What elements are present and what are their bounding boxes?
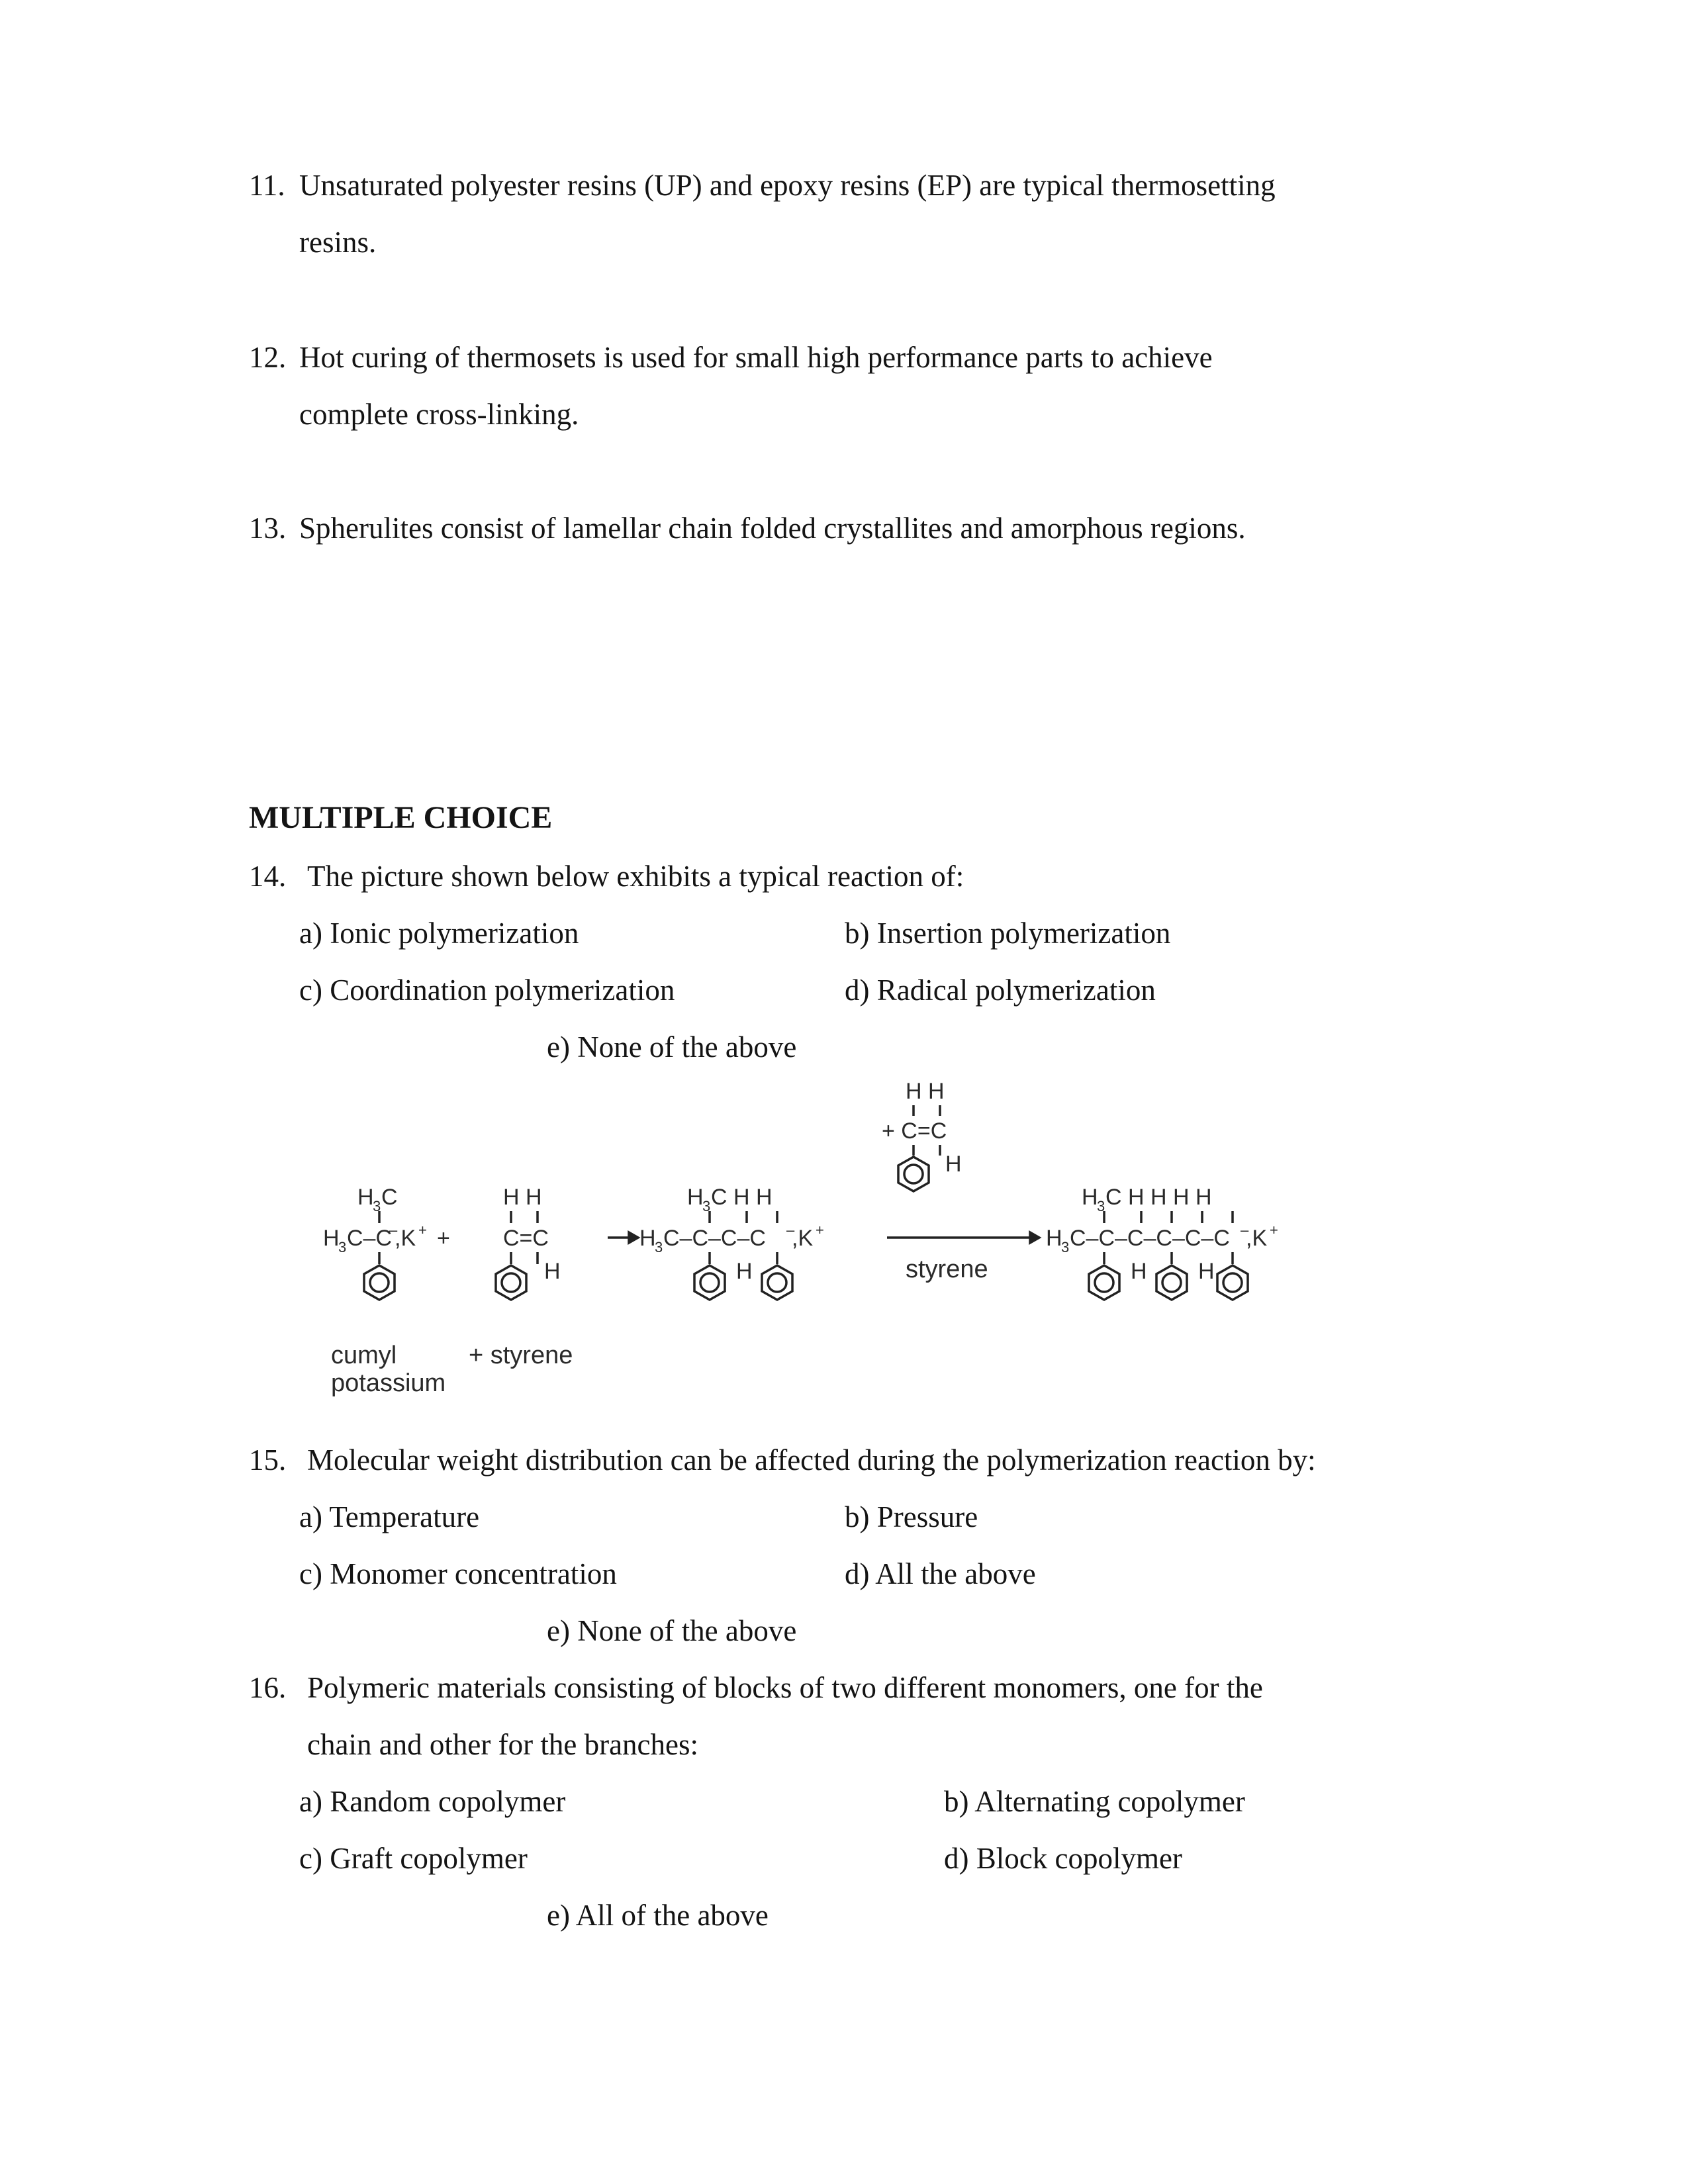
question-16-line-1: Polymeric materials consisting of blocks of two different monomers, one for the xyxy=(307,1671,1263,1704)
label-styrene-arrow: styrene xyxy=(906,1255,988,1283)
q15-option-c: c) Monomer concentration xyxy=(299,1557,617,1590)
svg-text:C=C: C=C xyxy=(503,1226,549,1251)
q16-option-b: b) Alternating copolymer xyxy=(944,1785,1245,1818)
statement-11-number: 11. xyxy=(249,169,285,202)
styrene-monomer xyxy=(496,1185,561,1300)
svg-text:H: H xyxy=(736,1259,753,1284)
question-14-text: The picture shown below exhibits a typical reaction of: xyxy=(307,860,964,893)
statement-13-line-1: Spherulites consist of lamellar chain folded crystallites and amorphous regions. xyxy=(299,512,1246,545)
svg-text:H: H xyxy=(639,1226,656,1251)
svg-text:+: + xyxy=(1270,1222,1278,1238)
q15-option-d: d) All the above xyxy=(845,1557,1036,1590)
statement-12-line-2: complete cross-linking. xyxy=(299,398,579,431)
question-15-number: 15. xyxy=(249,1443,287,1477)
svg-text:–: – xyxy=(786,1222,795,1238)
svg-text:H: H xyxy=(687,1185,704,1210)
q14-option-b: b) Insertion polymerization xyxy=(845,917,1171,950)
svg-text:C–C–C–C: C–C–C–C xyxy=(663,1226,766,1251)
svg-text:H: H xyxy=(1131,1259,1147,1284)
q14-option-c: c) Coordination polymerization xyxy=(299,974,675,1007)
q16-option-e: e) All of the above xyxy=(547,1899,769,1932)
svg-text:H: H xyxy=(945,1152,962,1177)
svg-text:3: 3 xyxy=(373,1198,381,1214)
svg-text:+: + xyxy=(418,1222,427,1238)
q15-option-e: e) None of the above xyxy=(547,1614,797,1647)
added-styrene xyxy=(882,1079,962,1191)
q16-option-c: c) Graft copolymer xyxy=(299,1842,528,1875)
svg-text:H: H xyxy=(1046,1226,1062,1251)
question-14-number: 14. xyxy=(249,860,287,893)
q14-option-e: e) None of the above xyxy=(547,1030,797,1064)
svg-text:H H: H H xyxy=(906,1079,945,1104)
svg-text:H: H xyxy=(357,1185,374,1210)
q16-option-d: d) Block copolymer xyxy=(944,1842,1182,1875)
svg-text:3: 3 xyxy=(702,1198,711,1214)
svg-text:3: 3 xyxy=(1061,1239,1070,1255)
svg-text:,K: ,K xyxy=(395,1226,416,1251)
statement-13-number: 13. xyxy=(249,512,287,545)
reaction-arrow-1-head xyxy=(629,1232,638,1243)
svg-text:C–C: C–C xyxy=(347,1226,393,1251)
reaction-arrow-2-head xyxy=(1030,1232,1039,1243)
svg-text:H: H xyxy=(323,1226,340,1251)
svg-text:C–C–C–C–C–C: C–C–C–C–C–C xyxy=(1070,1226,1230,1251)
q16-option-a: a) Random copolymer xyxy=(299,1785,566,1818)
section-heading: MULTIPLE CHOICE xyxy=(249,800,553,835)
question-16-line-2: chain and other for the branches: xyxy=(307,1728,698,1761)
svg-text:–: – xyxy=(1241,1222,1249,1238)
svg-text:H: H xyxy=(1082,1185,1098,1210)
svg-text:H: H xyxy=(1198,1259,1215,1284)
question-15-text: Molecular weight distribution can be affected during the polymerization reaction by: xyxy=(307,1443,1316,1477)
statement-12-number: 12. xyxy=(249,341,287,374)
q15-option-b: b) Pressure xyxy=(845,1500,978,1533)
svg-text:3: 3 xyxy=(1097,1198,1105,1214)
svg-text:C H H: C H H xyxy=(711,1185,773,1210)
label-plus-styrene: + styrene xyxy=(469,1342,573,1369)
dimer-anion xyxy=(639,1185,824,1300)
svg-text:,K: ,K xyxy=(792,1226,814,1251)
svg-text:,K: ,K xyxy=(1246,1226,1268,1251)
label-cumyl: cumyl xyxy=(331,1342,397,1369)
svg-text:C H H H H: C H H H H xyxy=(1105,1185,1212,1210)
statement-12-line-1: Hot curing of thermosets is used for small high performance parts to achieve xyxy=(299,341,1213,374)
svg-text:+: + xyxy=(816,1222,824,1238)
statement-11-line-2: resins. xyxy=(299,226,377,259)
svg-text:H H: H H xyxy=(503,1185,542,1210)
label-potassium: potassium xyxy=(331,1369,446,1397)
svg-text:–: – xyxy=(389,1222,398,1238)
q14-option-d: d) Radical polymerization xyxy=(845,974,1156,1007)
reaction-scheme-figure xyxy=(311,1072,1350,1416)
plus-sign-1: + xyxy=(437,1226,450,1251)
q15-option-a: a) Temperature xyxy=(299,1500,480,1533)
question-16-number: 16. xyxy=(249,1671,287,1704)
svg-text:+ C=C: + C=C xyxy=(882,1118,947,1144)
cumyl-potassium-molecule xyxy=(323,1185,427,1300)
trimer-anion xyxy=(1046,1185,1278,1300)
svg-text:3: 3 xyxy=(655,1239,663,1255)
q14-option-a: a) Ionic polymerization xyxy=(299,917,579,950)
svg-text:3: 3 xyxy=(338,1239,347,1255)
statement-11-line-1: Unsaturated polyester resins (UP) and epoxy resins (EP) are typical thermosetting xyxy=(299,169,1276,202)
svg-text:C: C xyxy=(381,1185,398,1210)
svg-text:H: H xyxy=(544,1259,561,1284)
